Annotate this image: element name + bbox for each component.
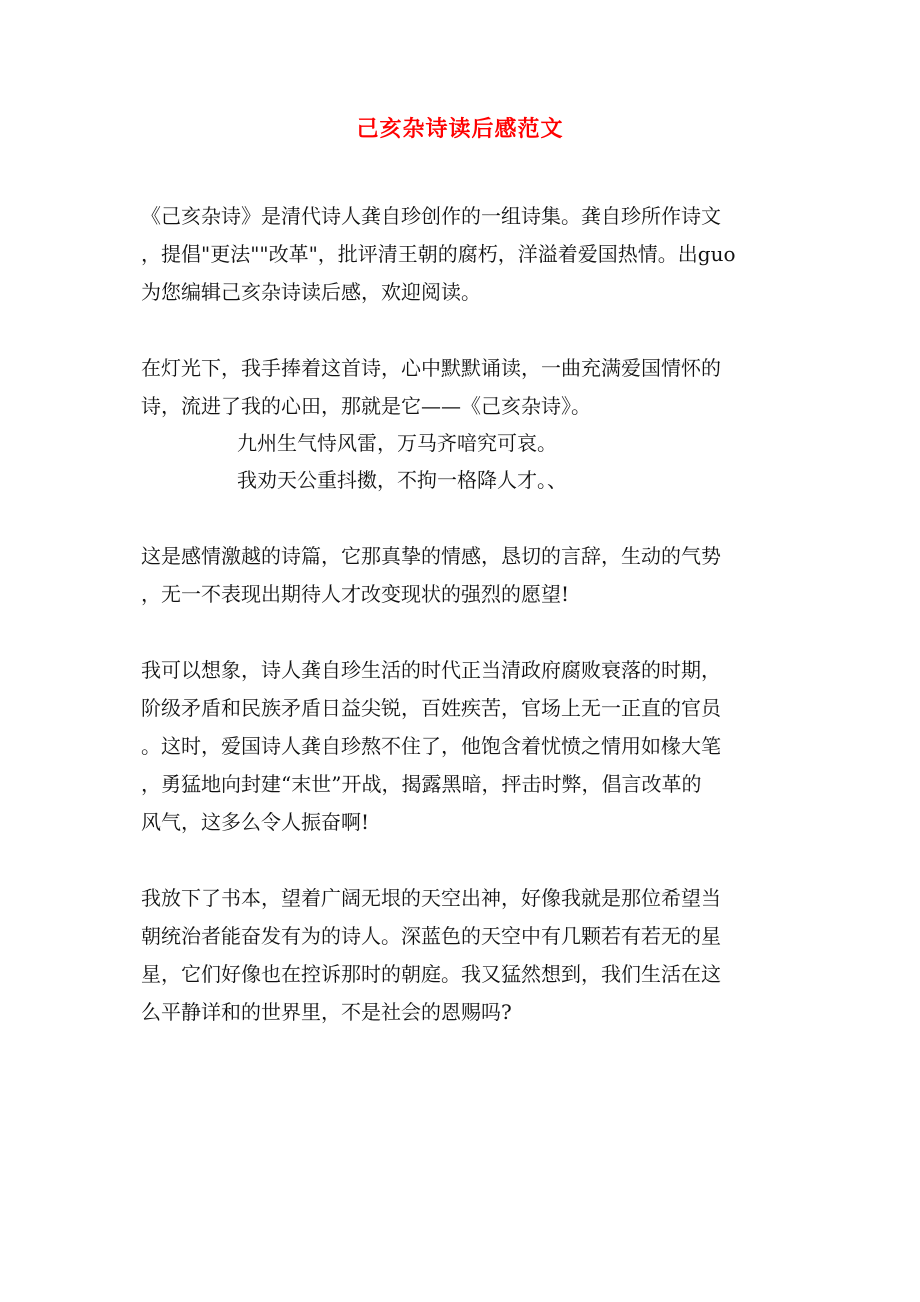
document-body <box>141 197 791 1069</box>
document-title: 己亥杂诗读后感范文 <box>356 116 564 142</box>
paragraph-line: 诗，流进了我的心田，那就是它——《己亥杂诗》。 <box>141 394 591 418</box>
paragraph-line: ，提倡"更法""改革"，批评清王朝的腐朽，洋溢着爱国热情。出guo <box>141 242 736 266</box>
poem-line: 我劝天公重抖擞，不拘一格降人才。、 <box>237 468 567 492</box>
paragraph-intro <box>141 197 791 311</box>
paragraph-line: 在灯光下，我手捧着这首诗，心中默默诵读，一曲充满爱国情怀的 <box>141 356 721 380</box>
paragraph-line: 《己亥杂诗》是清代诗人龚自珍创作的一组诗集。龚自珍所作诗文 <box>141 204 721 228</box>
paragraph-emotion <box>141 537 791 613</box>
paragraph-line: 这是感情激越的诗篇，它那真挚的情感，恳切的言辞，生动的气势 <box>141 544 721 568</box>
paragraph-line: 我可以想象，诗人龚自珍生活的时代正当清政府腐败衰落的时期， <box>141 658 721 682</box>
paragraph-reflection <box>141 879 791 1031</box>
paragraph-line: 朝统治者能奋发有为的诗人。深蓝色的天空中有几颗若有若无的星 <box>141 924 721 948</box>
paragraph-reading <box>141 349 791 425</box>
paragraph-imagination <box>141 651 791 841</box>
poem-line: 九州生气恃风雷，万马齐喑究可哀。 <box>237 431 557 455</box>
paragraph-line: 星，它们好像也在控诉那时的朝庭。我又猛然想到，我们生活在这 <box>141 962 721 986</box>
paragraph-line: 为您编辑己亥杂诗读后感，欢迎阅读。 <box>141 280 481 304</box>
paragraph-line: 我放下了书本，望着广阔无垠的天空出神，好像我就是那位希望当 <box>141 886 721 910</box>
paragraph-line: 么平静详和的世界里，不是社会的恩赐吗? <box>141 1000 512 1024</box>
paragraph-line: ，勇猛地向封建“末世”开战，揭露黑暗，抨击时弊，倡言改革的 <box>141 772 702 796</box>
paragraph-line: 阶级矛盾和民族矛盾日益尖锐，百姓疾苦，官场上无一正直的官员 <box>141 696 721 720</box>
poem-block <box>141 425 791 499</box>
paragraph-line: ，无一不表现出期待人才改变现状的强烈的愿望! <box>141 582 570 606</box>
paragraph-line: 。这时，爱国诗人龚自珍熬不住了，他饱含着忧愤之情用如椽大笔 <box>141 734 721 758</box>
paragraph-line: 风气，这多么令人振奋啊! <box>141 810 370 834</box>
